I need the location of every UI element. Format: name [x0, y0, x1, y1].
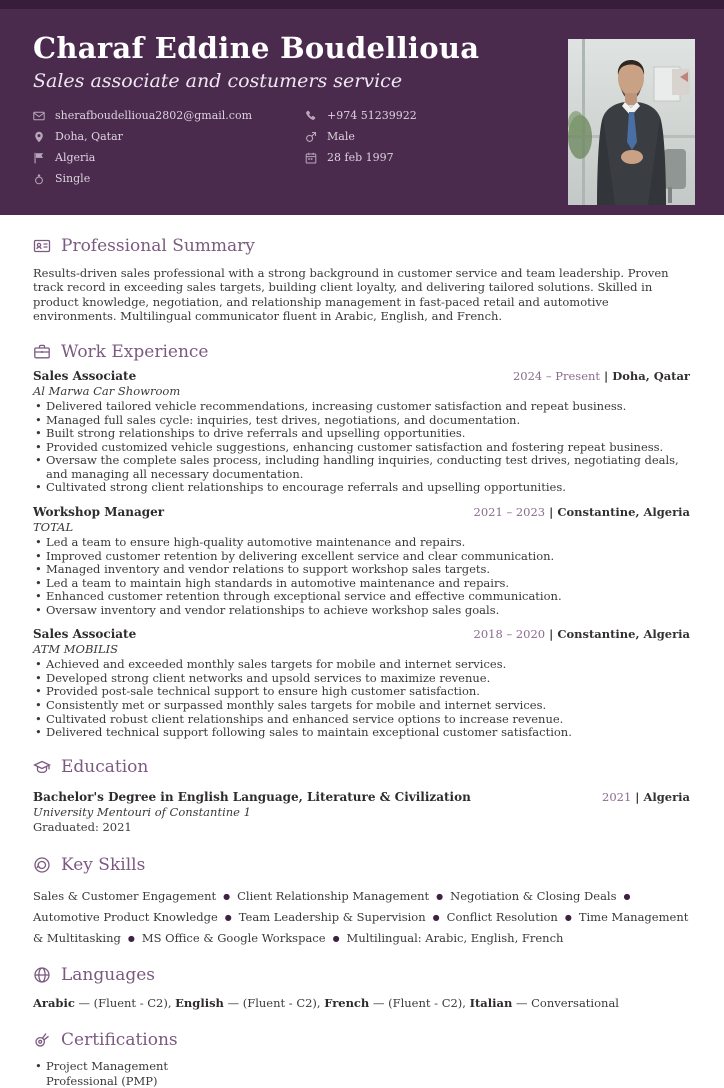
job-bullet: • Enhanced customer retention through exceptional service and effective communication. — [33, 590, 690, 604]
profile-photo — [568, 39, 695, 205]
meta-separator: | — [635, 789, 640, 804]
job-bullet-list — [33, 400, 690, 495]
skill-item: Time Management & Multitasking — [33, 909, 689, 946]
skill-separator-icon: ● — [127, 934, 135, 944]
meta-separator: | — [549, 504, 554, 519]
skills-list — [33, 886, 690, 950]
job-company: TOTAL — [33, 519, 74, 534]
job-date: 2021 – 2023 — [473, 504, 546, 519]
language-level: — Conversational — [512, 996, 619, 1011]
skill-separator-icon: ● — [436, 891, 444, 901]
contact-nationality-text: Algeria — [55, 151, 96, 164]
skill-item: Conflict Resolution — [446, 909, 558, 924]
job-company: Al Marwa Car Showroom — [33, 384, 181, 398]
job-bullet: • Provided customized vehicle suggestions, enhancing customer satisfaction and fostering repeat business. — [33, 441, 690, 455]
contact-birthdate — [305, 147, 535, 168]
certification-item: • Project Management Professional (PMP) — [33, 1059, 233, 1088]
section-certifications — [33, 1030, 690, 1088]
job-bullet-list — [33, 658, 690, 739]
job-title: Sales Associate — [33, 627, 137, 642]
contact-gender — [305, 126, 535, 147]
job-meta — [513, 369, 690, 383]
location-icon — [33, 131, 45, 143]
globe-icon — [33, 966, 51, 984]
contact-gender-text: Male — [327, 130, 355, 143]
job-bullet: • Achieved and exceeded monthly sales targets for mobile and internet services. — [33, 658, 690, 672]
language-name: Italian — [469, 996, 513, 1011]
languages-heading — [33, 965, 690, 985]
skill-separator-icon: ● — [223, 891, 231, 901]
section-professional-summary — [33, 236, 690, 323]
contact-email — [33, 105, 305, 126]
job-bullet: • Delivered technical support following sales to maintain exceptional customer satisfaction. — [33, 726, 690, 740]
contact-marital-status-text: Single — [55, 172, 91, 185]
meta-separator: | — [604, 369, 609, 383]
skill-item: Team Leadership & Supervision — [238, 909, 426, 924]
job-entry — [33, 627, 690, 739]
job-bullet: • Managed inventory and vendor relations to support workshop sales targets. — [33, 563, 690, 577]
education-meta — [602, 790, 690, 804]
resume-header — [0, 0, 724, 215]
certifications-heading-text: Certifications — [61, 1030, 178, 1051]
head-gear-icon — [33, 856, 51, 874]
job-bullet: • Provided post-sale technical support to ensure high customer satisfaction. — [33, 685, 690, 699]
job-bullet: • Oversaw the complete sales process, including handling inquiries, conducting test drives, negotiating deals, and managing all necessary documentation. — [33, 454, 690, 481]
education-location: Algeria — [643, 789, 690, 804]
email-icon — [33, 110, 45, 122]
job-bullet: • Cultivated robust client relationships and enhanced service options to increase revenue. — [33, 713, 690, 727]
education-date: 2021 — [602, 789, 632, 804]
language-name: French — [324, 996, 370, 1011]
certification-list — [33, 1059, 690, 1088]
briefcase-icon — [33, 343, 51, 361]
ring-icon — [33, 173, 45, 185]
job-bullet: • Delivered tailored vehicle recommendations, increasing customer satisfaction and repeat business. — [33, 400, 690, 414]
contact-nationality — [33, 147, 305, 168]
language-level: — (Fluent - C2), — [223, 996, 325, 1011]
gender-icon — [305, 131, 317, 143]
contact-email-text: sherafboudellioua2802@gmail.com — [55, 109, 253, 122]
skill-separator-icon: ● — [564, 912, 572, 922]
skill-item: Sales & Customer Engagement — [33, 888, 217, 903]
job-location: Constantine, Algeria — [557, 627, 690, 642]
job-entry — [33, 505, 690, 617]
skill-item: Negotiation & Closing Deals — [450, 888, 617, 903]
job-date: 2024 – Present — [512, 369, 601, 383]
section-work-experience — [33, 342, 690, 740]
flag-icon — [33, 152, 45, 164]
skill-item: MS Office & Google Workspace — [141, 931, 326, 946]
job-meta — [474, 627, 690, 641]
person-job-title: Sales associate and costumers service — [33, 70, 403, 92]
language-level: — (Fluent - C2), — [74, 996, 176, 1011]
job-title: Workshop Manager — [33, 504, 165, 519]
job-meta — [474, 505, 690, 519]
job-company: ATM MOBILIS — [33, 642, 119, 657]
job-bullet: • Led a team to maintain high standards in automotive maintenance and repairs. — [33, 577, 690, 591]
skills-heading-text: Key Skills — [61, 854, 146, 875]
skill-separator-icon: ● — [623, 891, 631, 901]
contact-phone-text: +974 51239922 — [327, 109, 417, 122]
job-bullet: • Oversaw inventory and vendor relationships to achieve workshop sales goals. — [33, 604, 690, 618]
job-bullet: • Led a team to ensure high-quality automotive maintenance and repairs. — [33, 536, 690, 550]
school-name: University Mentouri of Constantine 1 — [33, 804, 251, 819]
meta-separator: | — [549, 627, 554, 642]
skill-separator-icon: ● — [224, 912, 232, 922]
job-location: Constantine, Algeria — [557, 504, 690, 519]
job-bullet-list — [33, 536, 690, 617]
id-card-icon — [33, 237, 51, 255]
summary-text: Results-driven sales professional with a strong background in customer service and team leadership. Proven track record in exceeding sales targets, building client loyalty, and delivering tailored solutions. Skilled in product knowledge, negotiation, and relationship management in fast-paced retail and automotive environments. Multilingual communicator fluent in Arabic, English, and French. — [33, 266, 669, 323]
language-level: — (Fluent - C2), — [369, 996, 470, 1011]
job-date: 2018 – 2020 — [473, 627, 546, 642]
contact-marital-status — [33, 168, 305, 189]
experience-heading-text: Work Experience — [61, 342, 209, 362]
skill-item: Client Relationship Management — [237, 888, 430, 903]
contact-phone — [305, 105, 535, 126]
job-bullet: • Consistently met or surpassed monthly sales targets for mobile and internet services. — [33, 699, 690, 713]
job-bullet: • Developed strong client networks and upsold services to maximize revenue. — [33, 672, 690, 686]
skills-heading — [33, 855, 690, 875]
job-location: Doha, Qatar — [612, 369, 690, 383]
section-education — [33, 757, 690, 834]
job-bullet: • Managed full sales cycle: inquiries, test drives, negotiations, and documentation. — [33, 414, 690, 428]
language-name: Arabic — [33, 996, 75, 1011]
languages-heading-text: Languages — [61, 965, 156, 986]
phone-icon — [305, 110, 317, 122]
section-key-skills — [33, 855, 690, 950]
contact-location — [33, 126, 305, 147]
contact-location-text: Doha, Qatar — [55, 130, 123, 143]
education-heading-text: Education — [61, 756, 149, 777]
language-name: English — [175, 996, 224, 1011]
degree-title: Bachelor's Degree in English Language, Literature & Civilization — [33, 789, 471, 804]
experience-heading — [33, 342, 690, 362]
graduation-cap-icon — [33, 758, 51, 776]
job-title: Sales Associate — [33, 369, 137, 383]
languages-list — [33, 996, 690, 1010]
graduation-line: Graduated: 2021 — [33, 819, 132, 834]
summary-heading-text: Professional Summary — [61, 236, 255, 256]
certifications-heading — [33, 1030, 690, 1050]
person-name: Charaf Eddine Boudellioua — [33, 31, 480, 65]
skill-item: Automotive Product Knowledge — [33, 909, 218, 924]
job-bullet: • Improved customer retention by delivering excellent service and clear communication. — [33, 550, 690, 564]
education-heading — [33, 757, 690, 777]
calendar-icon — [305, 152, 317, 164]
section-languages — [33, 965, 690, 1010]
skill-item: Multilingual: Arabic, English, French — [346, 931, 564, 946]
job-bullet: • Cultivated strong client relationships to encourage referrals and upselling opportunities. — [33, 481, 690, 495]
ribbon-award-icon — [33, 1031, 51, 1049]
skill-separator-icon: ● — [332, 934, 340, 944]
contact-birthdate-text: 28 feb 1997 — [327, 151, 394, 164]
skill-separator-icon: ● — [432, 912, 440, 922]
summary-heading — [33, 236, 690, 256]
job-entry — [33, 369, 690, 495]
resume-body — [0, 236, 724, 1088]
job-bullet: • Built strong relationships to drive referrals and upselling opportunities. — [33, 427, 690, 441]
